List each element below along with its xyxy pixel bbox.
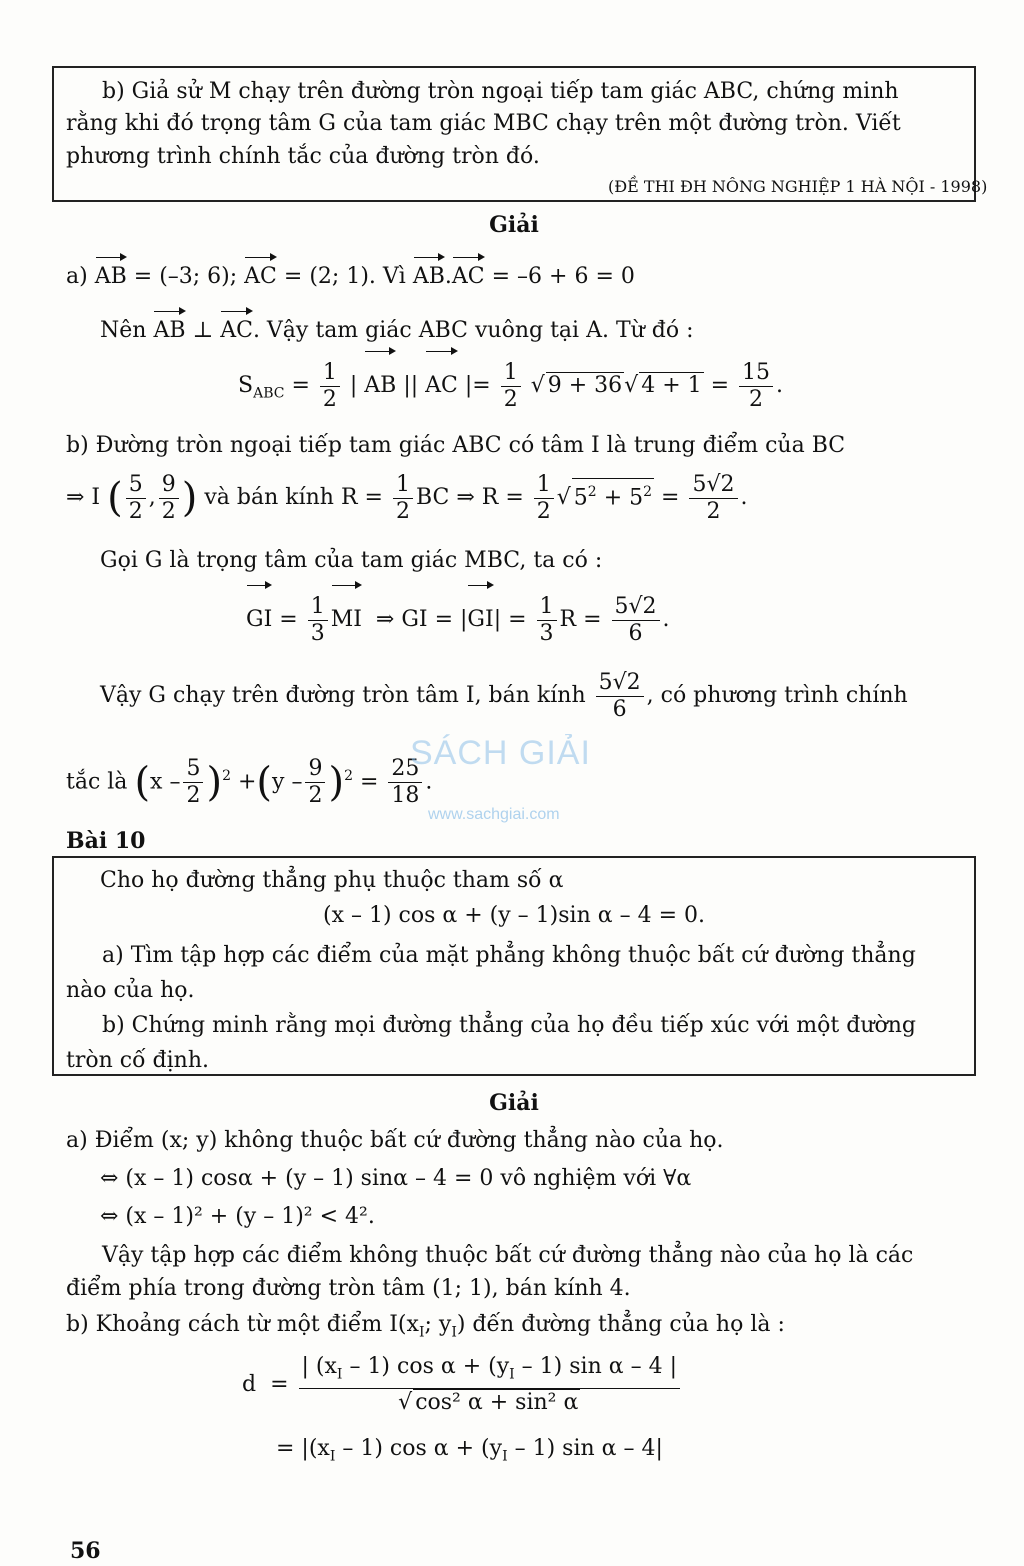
gi-formula: GI = $\frac{1}{3}$ MI ⇒ GI = |GI| = $\frac{1}{3}$ R = $\frac{5√2}{6}$ .: [246, 590, 670, 650]
problem-10-b-1: b) Chứng minh rằng mọi đường thẳng của họ đều tiếp xúc với một đường: [102, 1013, 916, 1038]
vector-ac-2: AC: [452, 262, 485, 292]
radius-label: và bán kính R =: [204, 485, 383, 510]
solution-1-part-b-line-1: b) Đường tròn ngoại tiếp tam giác ABC có tâm I là trung điểm của BC: [66, 433, 846, 458]
problem-9-line-1: b) Giả sử M chạy trên đường tròn ngoại tiếp tam giác ABC, chứng minh: [102, 79, 899, 104]
problem-10-title: Bài 10: [66, 828, 146, 854]
dot-product-value: = –6 + 6 = 0: [491, 264, 635, 289]
vector-ab-value: = (–3; 6);: [133, 264, 238, 289]
gi-result: $\frac{5√2}{6}$: [612, 594, 660, 647]
radius-fraction: $\frac{5√2}{6}$: [596, 670, 644, 723]
solution-2-conclusion-2: điểm phía trong đường tròn tâm (1; 1), bán kính 4.: [66, 1276, 631, 1301]
problem-10-b-2: tròn cố định.: [66, 1048, 209, 1073]
problem-9-line-2: rằng khi đó trọng tâm G của tam giác MBC chạy trên một đường tròn. Viết: [66, 111, 901, 136]
problem-10-a-1: a) Tìm tập hợp các điểm của mặt phẳng không thuộc bất cứ đường thẳng: [102, 943, 916, 968]
distance-fraction: $\frac{| (x_I - 1) \cos \alpha + (y_I - 1) \sin \alpha - 4 |}{\text{√ cos² α + sin² α}}$: [299, 1354, 680, 1415]
conclusion-line: Vậy G chạy trên đường tròn tâm I, bán kính $\frac{5√2}{6}$ , có phương trình chính: [100, 669, 908, 722]
solution-2-heading: Giải: [489, 1090, 539, 1116]
problem-9-source: (ĐỀ THI ĐH NÔNG NGHIỆP 1 HÀ NỘI - 1998): [608, 177, 988, 196]
vector-ab-2: AB: [413, 262, 445, 292]
solution-2-conclusion-1: Vậy tập hợp các điểm không thuộc bất cứ đường thẳng nào của họ là các: [102, 1243, 914, 1268]
vector-ab-3: AB: [153, 316, 185, 346]
equation-result: $\frac{25}{18}$: [388, 756, 422, 809]
center-and-radius: ⇒ I ( $\frac{5}{2}$ , $\frac{9}{2}$ ) và bán kính R = $\frac{1}{2}$ BC ⇒ R = $\frac{1}{2}$ √ $5^2 + 5^2$ = $\frac{5√2}{2}$ .: [66, 471, 748, 524]
solution-2-a-line-2: ⇔ (x – 1) cosα + (y – 1) sinα – 4 = 0 vô nghiệm với ∀α: [100, 1166, 692, 1191]
solution-2-a-line-1: a) Điểm (x; y) không thuộc bất cứ đường thẳng nào của họ.: [66, 1128, 724, 1153]
watermark-logo: SÁCH GIẢI: [410, 734, 591, 772]
problem-9-line-3: phương trình chính tắc của đường tròn đó.: [66, 144, 540, 169]
circle-equation: tắc là (x – $\frac{5}{2}$ )$^2$ +(y – $\frac{9}{2}$ )$^2$ = $\frac{25}{18}$ .: [66, 755, 433, 808]
distance-formula: d = $\frac{| (x_I - 1) \cos \alpha + (y_I - 1) \sin \alpha - 4 |}{\text{√ cos² α + sin² α}}$: [242, 1350, 683, 1420]
radius-result: $\frac{5√2}{2}$: [689, 472, 737, 525]
nen-label: Nên: [100, 318, 147, 343]
perpendicular-rest: . Vậy tam giác ABC vuông tại A. Từ đó :: [252, 318, 694, 343]
vector-ab: AB: [95, 262, 127, 292]
sqrt-4-1: 4 + 1: [641, 373, 702, 398]
vector-ac: AC: [244, 262, 277, 292]
distance-simplified: = $|(x_I - 1)$ $\cos \alpha + (y_I - 1)$ sin α – 4|: [276, 1436, 663, 1465]
part-a-prefix: a): [66, 264, 88, 289]
page-number: 56: [70, 1538, 101, 1564]
solution-1-part-a-vectors: a) AB = (–3; 6); AC = (2; 1). Vì AB.AC = –6 + 6 = 0: [66, 262, 635, 292]
vector-ac-3: AC: [220, 316, 253, 346]
solution-2-b-line-1: b) Khoảng cách từ một điểm $I(x_I$; $y_I$) đến đường thẳng của họ là :: [66, 1312, 785, 1341]
area-formula: $S_{ABC}$ = $\frac{1}{2}$ | AB || AC |= $\frac{1}{2}$ √ 9 + 36√ 4 + 1 = $\frac{15}{2}$ .: [238, 356, 783, 423]
problem-10-a-2: nào của họ.: [66, 978, 195, 1003]
solution-1-heading: Giải: [489, 212, 539, 238]
fraction-one-half-2: $\frac{1}{2}$: [501, 360, 521, 413]
area-result: $\frac{15}{2}$: [739, 360, 773, 413]
problem-10-intro: Cho họ đường thẳng phụ thuộc tham số α: [100, 868, 564, 893]
fraction-one-half: $\frac{1}{2}$: [320, 360, 340, 413]
sqrt-9-36: 9 + 36: [547, 373, 623, 398]
centroid-intro: Gọi G là trọng tâm của tam giác MBC, ta có :: [100, 548, 603, 573]
solution-2-a-line-3: ⇔ (x – 1)² + (y – 1)² < 4².: [100, 1204, 375, 1229]
perpendicular-line: Nên AB ⊥ AC. Vậy tam giác ABC vuông tại A. Từ đó :: [100, 316, 694, 346]
bc-implies: BC ⇒ R =: [415, 485, 524, 510]
watermark-url: www.sachgiai.com: [428, 806, 560, 823]
vector-ac-value: = (2; 1). Vì: [283, 264, 406, 289]
problem-10-equation: (x – 1) cos α + (y – 1)sin α – 4 = 0.: [323, 903, 705, 928]
